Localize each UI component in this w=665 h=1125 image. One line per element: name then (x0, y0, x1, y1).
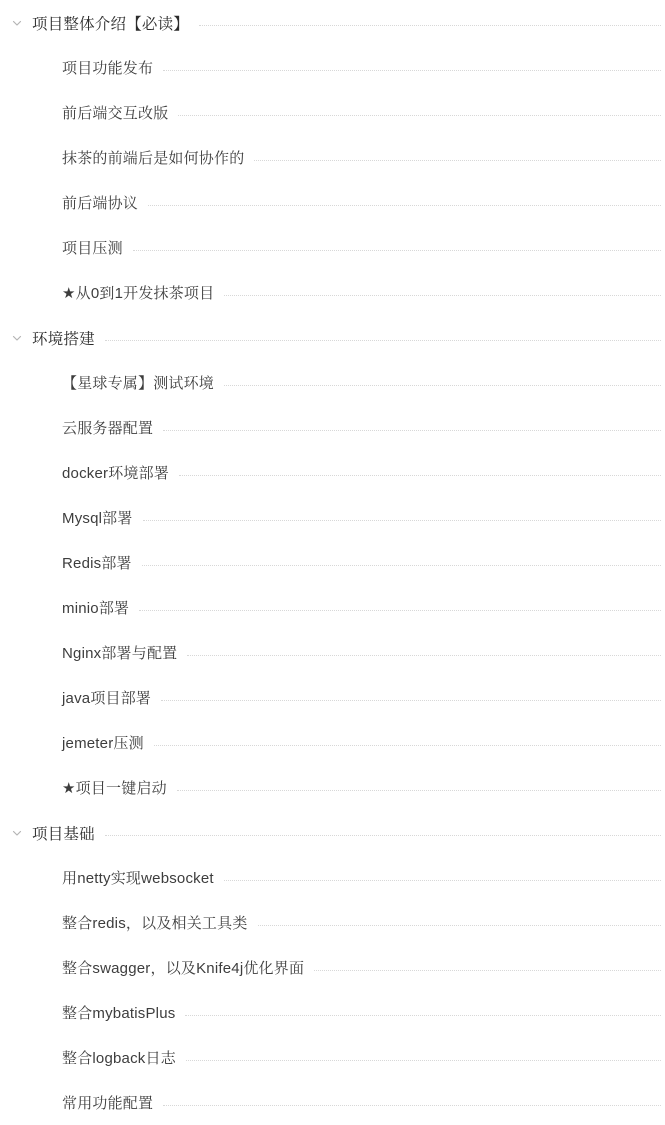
toc-item-title: 云服务器配置 (62, 420, 154, 437)
dot-leader (258, 925, 661, 926)
toc-item-title: ★项目一键启动 (62, 780, 167, 797)
toc-item-title: 整合logback日志 (62, 1050, 176, 1067)
toc-item[interactable] (0, 765, 665, 810)
toc-item[interactable] (0, 405, 665, 450)
chevron-down-icon[interactable] (8, 824, 26, 842)
dot-leader (178, 115, 661, 116)
toc-section-header[interactable] (0, 315, 665, 360)
toc-item-title: 前后端协议 (62, 195, 139, 212)
dot-leader (224, 295, 661, 296)
toc-item-title: ★从0到1开发抹茶项目 (62, 285, 215, 302)
toc-item-title: docker环境部署 (62, 465, 170, 482)
toc-item[interactable] (0, 585, 665, 630)
dot-leader (163, 1105, 661, 1106)
dot-leader (161, 700, 661, 701)
toc-item-title: 整合mybatisPlus (62, 1005, 176, 1022)
toc-item-title: 前后端交互改版 (62, 105, 169, 122)
toc-item[interactable] (0, 630, 665, 675)
toc-item[interactable] (0, 675, 665, 720)
dot-leader (177, 790, 661, 791)
toc-section-title: 环境搭建 (32, 330, 95, 348)
toc-item[interactable] (0, 855, 665, 900)
toc-item-title: java项目部署 (62, 690, 152, 707)
toc-item[interactable] (0, 45, 665, 90)
toc-section-header[interactable] (0, 810, 665, 855)
dot-leader (105, 340, 661, 341)
chevron-down-icon[interactable] (8, 14, 26, 32)
toc-item[interactable] (0, 270, 665, 315)
chevron-down-icon[interactable] (8, 329, 26, 347)
dot-leader (185, 1015, 661, 1016)
dot-leader (254, 160, 661, 161)
toc-item[interactable] (0, 90, 665, 135)
dot-leader (105, 835, 661, 836)
toc-item[interactable] (0, 900, 665, 945)
toc-item-title: jemeter压测 (62, 735, 144, 752)
toc-section-title: 项目整体介绍【必读】 (32, 15, 190, 33)
toc-item-title: minio部署 (62, 600, 130, 617)
toc-item-title: 抹茶的前端后是如何协作的 (62, 150, 245, 167)
toc-item[interactable] (0, 945, 665, 990)
toc-item[interactable] (0, 360, 665, 405)
dot-leader (133, 250, 661, 251)
toc-item[interactable] (0, 1080, 665, 1125)
toc-item[interactable] (0, 540, 665, 585)
toc-item[interactable] (0, 720, 665, 765)
toc-item-title: 项目功能发布 (62, 60, 154, 77)
dot-leader (187, 655, 661, 656)
dot-leader (163, 70, 661, 71)
toc-item[interactable] (0, 180, 665, 225)
toc-item-title: 用netty实现websocket (62, 870, 214, 887)
dot-leader (186, 1060, 661, 1061)
dot-leader (224, 880, 661, 881)
toc-item-title: 【星球专属】测试环境 (62, 375, 215, 392)
dot-leader (179, 475, 661, 476)
toc-item-title: 整合redis，以及相关工具类 (62, 915, 248, 932)
dot-leader (139, 610, 661, 611)
dot-leader (154, 745, 661, 746)
toc-item-title: 常用功能配置 (62, 1095, 154, 1112)
dot-leader (143, 520, 661, 521)
toc-item-title: Nginx部署与配置 (62, 645, 178, 662)
toc-item-title: Mysql部署 (62, 510, 133, 527)
toc-item[interactable] (0, 225, 665, 270)
toc-item[interactable] (0, 450, 665, 495)
toc-item[interactable] (0, 990, 665, 1035)
toc-item[interactable] (0, 1035, 665, 1080)
toc-item-title: 项目压测 (62, 240, 123, 257)
dot-leader (314, 970, 661, 971)
dot-leader (148, 205, 661, 206)
toc-item[interactable] (0, 495, 665, 540)
dot-leader (142, 565, 661, 566)
toc-section-header[interactable] (0, 0, 665, 45)
toc-section-title: 项目基础 (32, 825, 95, 843)
dot-leader (199, 25, 661, 26)
dot-leader (163, 430, 661, 431)
toc-item[interactable] (0, 135, 665, 180)
dot-leader (224, 385, 661, 386)
toc-item-title: 整合swagger，以及Knife4j优化界面 (62, 960, 305, 977)
toc-item-title: Redis部署 (62, 555, 132, 572)
